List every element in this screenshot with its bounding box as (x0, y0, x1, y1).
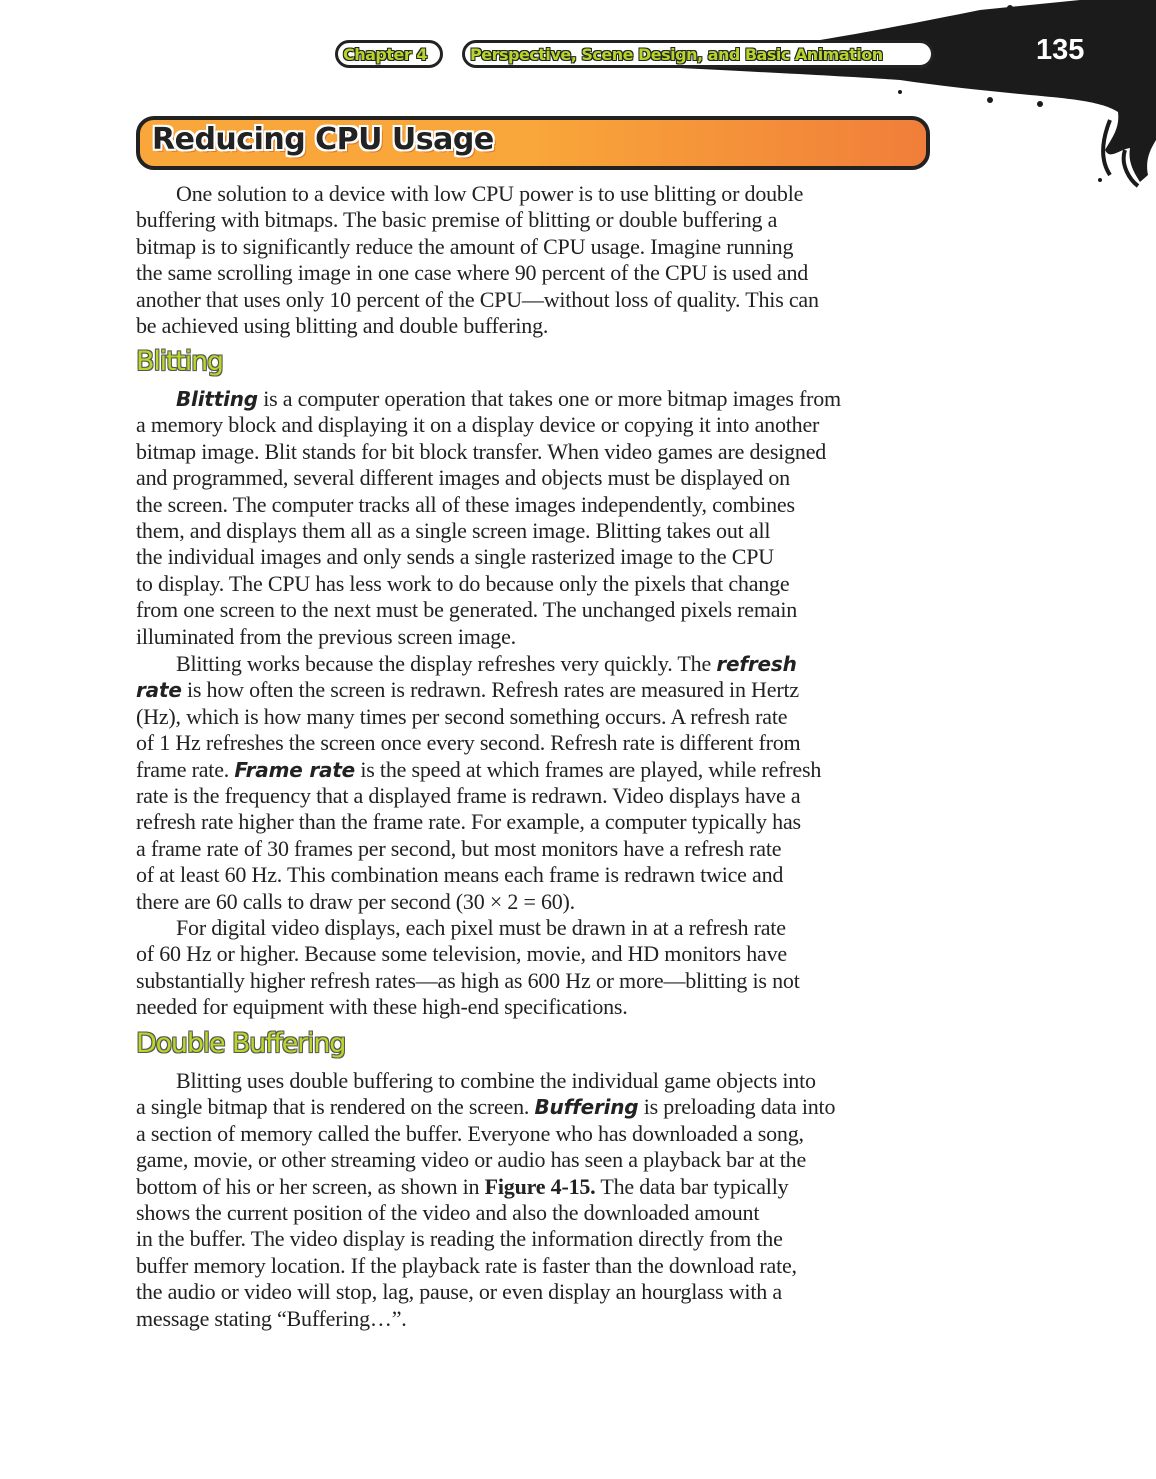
key-term: Figure 4-15. (484, 1173, 596, 1199)
text-segment: bitmap image. Blit stands for bit block transfer. When video games are designed (136, 438, 827, 464)
text-line (136, 836, 936, 862)
text-segment: a single bitmap that is rendered on the screen. (136, 1094, 535, 1120)
text-segment: buffer memory location. If the playback rate is faster than the download rate, (136, 1252, 797, 1278)
text-segment: One solution to a device with low CPU power is to use blitting or double (176, 181, 804, 206)
text-line (136, 1174, 936, 1200)
text-segment: be achieved using blitting and double buffering. (136, 313, 549, 339)
text-line (136, 730, 936, 756)
text-line (136, 439, 936, 465)
paragraph (136, 651, 936, 915)
text-line (136, 1068, 936, 1094)
text-line (136, 968, 936, 994)
section-heading-bar (136, 116, 930, 170)
text-segment: the audio or video will stop, lag, pause, or even display an hourglass with a (136, 1279, 782, 1305)
text-segment: a section of memory called the buffer. Everyone who has downloaded a song, (136, 1120, 804, 1146)
text-segment: there are 60 calls to draw per second (30 × 2 = 60). (136, 888, 575, 914)
text-line (136, 941, 936, 967)
paragraph (136, 915, 936, 1021)
text-segment: substantially higher refresh rates—as high as 600 Hz or more—blitting is not (136, 967, 800, 993)
text-line (136, 234, 936, 260)
text-segment: to display. The CPU has less work to do because only the pixels that change (136, 570, 790, 596)
text-line (136, 597, 936, 623)
text-segment: the screen. The computer tracks all of these images independently, combines (136, 491, 795, 517)
text-segment: bottom of his or her screen, as shown in (136, 1173, 485, 1199)
text-segment: Blitting uses double buffering to combine the individual game objects into (176, 1068, 816, 1093)
text-segment: illuminated from the previous screen image. (136, 623, 516, 649)
text-line (136, 994, 936, 1020)
text-segment: is a computer operation that takes one or more bitmap images from (257, 386, 841, 411)
text-segment: refresh rate higher than the frame rate. For example, a computer typically has (136, 809, 801, 835)
text-segment: shows the current position of the video and also the downloaded amount (136, 1200, 760, 1226)
text-line (136, 677, 936, 703)
text-segment: another that uses only 10 percent of the CPU—without loss of quality. This can (136, 286, 819, 312)
text-segment: The data bar typically (595, 1173, 789, 1199)
text-line (136, 783, 936, 809)
text-line (136, 313, 936, 339)
text-line (136, 571, 936, 597)
text-line (136, 704, 936, 730)
text-line (136, 1306, 936, 1332)
text-segment: in the buffer. The video display is reading the information directly from the (136, 1226, 783, 1252)
chapter-label: Chapter 4 (335, 40, 443, 68)
subheading-double-buffering: Double Buffering (136, 1028, 346, 1059)
section-title: Reducing CPU Usage (152, 122, 494, 157)
text-line (136, 412, 936, 438)
text-line (136, 1279, 936, 1305)
text-segment: frame rate. (136, 756, 235, 782)
text-segment: from one screen to the next must be generated. The unchanged pixels remain (136, 597, 798, 623)
key-term: Buffering (534, 1095, 639, 1120)
text-segment: a frame rate of 30 frames per second, but most monitors have a refresh rate (136, 835, 782, 861)
text-line (136, 492, 936, 518)
text-segment: the individual images and only sends a single rasterized image to the CPU (136, 544, 774, 570)
page-number: 135 (1036, 34, 1085, 66)
text-line (136, 757, 936, 783)
text-segment: bitmap is to significantly reduce the amount of CPU usage. Imagine running (136, 233, 794, 259)
text-segment: Blitting works because the display refreshes very quickly. The (176, 651, 717, 676)
text-segment: rate is the frequency that a displayed frame is redrawn. Video displays have a (136, 783, 801, 809)
text-line (136, 1121, 936, 1147)
ink-splatter-decoration (0, 0, 1156, 200)
text-line (136, 624, 936, 650)
text-line (136, 809, 936, 835)
paragraph (136, 386, 936, 650)
text-line (136, 544, 936, 570)
text-segment: needed for equipment with these high-end specifications. (136, 994, 628, 1020)
text-segment: (Hz), which is how many times per second something occurs. A refresh rate (136, 703, 788, 729)
text-segment: and programmed, several different images and objects must be displayed on (136, 465, 790, 491)
chapter-title: Perspective, Scene Design, and Basic Animation (462, 40, 934, 68)
key-term: Blitting (176, 387, 258, 411)
text-line (136, 287, 936, 313)
key-term: refresh (716, 652, 797, 676)
text-line (136, 1226, 936, 1252)
text-line (136, 465, 936, 491)
text-segment: For digital video displays, each pixel must be drawn in at a refresh rate (176, 915, 786, 940)
text-segment: is how often the screen is redrawn. Refresh rates are measured in Hertz (181, 677, 799, 703)
text-segment: game, movie, or other streaming video or audio has seen a playback bar at the (136, 1147, 807, 1173)
text-line (136, 862, 936, 888)
text-line (136, 386, 936, 412)
text-line (136, 518, 936, 544)
text-segment: message stating “Buffering…”. (136, 1305, 407, 1331)
text-segment: a memory block and displaying it on a display device or copying it into another (136, 412, 820, 438)
text-line (136, 1147, 936, 1173)
text-segment: of 60 Hz or higher. Because some television, movie, and HD monitors have (136, 941, 787, 967)
text-line (136, 889, 936, 915)
paragraph (136, 1068, 936, 1332)
text-segment: of at least 60 Hz. This combination means each frame is redrawn twice and (136, 862, 784, 888)
text-line (136, 651, 936, 677)
key-term: Frame rate (234, 757, 356, 782)
text-line (136, 1094, 936, 1120)
text-line (136, 260, 936, 286)
text-segment: is the speed at which frames are played, while refresh (355, 756, 822, 782)
text-segment: of 1 Hz refreshes the screen once every second. Refresh rate is different from (136, 730, 801, 756)
subheading-blitting: Blitting (136, 346, 223, 377)
text-segment: is preloading data into (638, 1094, 836, 1120)
text-line (136, 1200, 936, 1226)
text-segment: the same scrolling image in one case where 90 percent of the CPU is used and (136, 260, 809, 286)
key-term: rate (136, 678, 182, 703)
text-line (136, 1253, 936, 1279)
text-segment: buffering with bitmaps. The basic premise of blitting or double buffering a (136, 207, 778, 233)
text-line (136, 207, 936, 233)
text-line (136, 181, 936, 207)
text-segment: them, and displays them all as a single screen image. Blitting takes out all (136, 518, 771, 544)
text-line (136, 915, 936, 941)
paragraph (136, 181, 936, 339)
